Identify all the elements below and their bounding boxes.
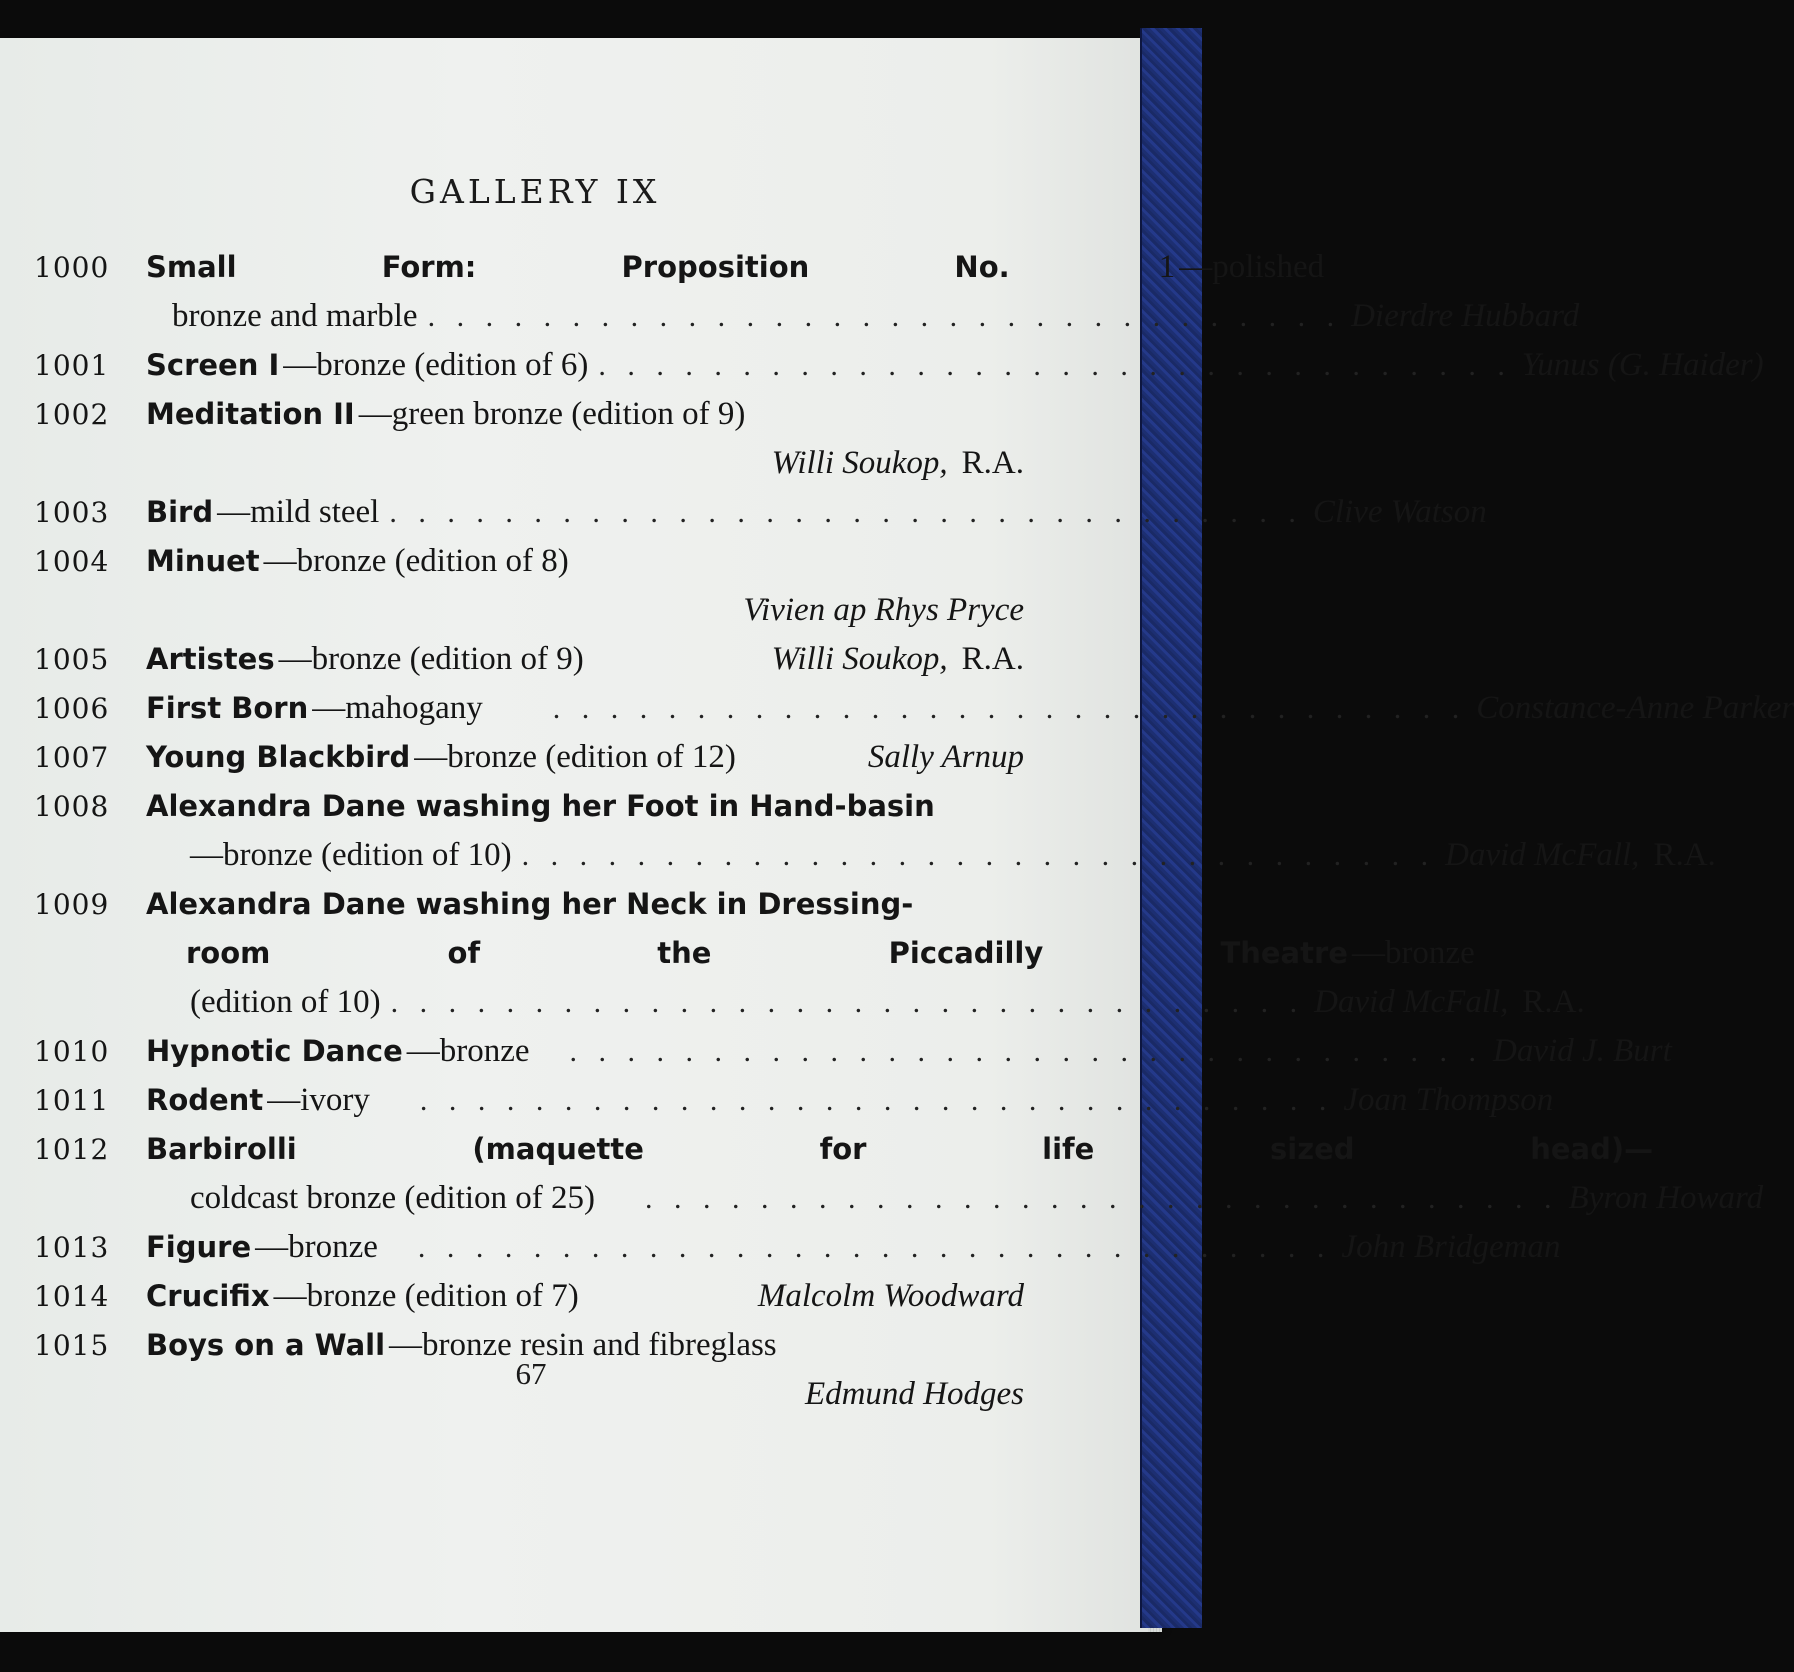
entry-number: 1007	[34, 741, 110, 774]
catalogue-entry	[34, 1272, 1024, 1321]
entry-medium: —polished	[1179, 249, 1325, 285]
entry-title: Form:	[381, 250, 477, 284]
entry-artist: David McFall,	[1445, 837, 1640, 873]
entry-title: Small	[146, 250, 237, 284]
entry-number: 1014	[34, 1280, 110, 1313]
entry-medium: —bronze (edition of 7)	[273, 1278, 579, 1314]
entry-artist: Edmund Hodges	[804, 1376, 1024, 1412]
entry-number: 1012	[34, 1133, 110, 1166]
entry-artist: Yunus (G. Haider)	[1521, 347, 1764, 383]
catalogue-entry	[34, 341, 1764, 390]
entry-artist: Sally Arnup	[867, 739, 1024, 775]
entry-artist: Clive Watson	[1312, 494, 1487, 530]
entry-title: Piccadilly	[888, 936, 1044, 970]
entry-number: 1002	[34, 398, 110, 431]
entry-artist: Dierdre Hubbard	[1351, 298, 1580, 334]
entry-title: sized	[1270, 1132, 1355, 1166]
entry-medium: —bronze (edition of 12)	[414, 739, 736, 775]
catalogue-entry	[34, 243, 1580, 341]
entry-medium: bronze and marble	[172, 298, 418, 334]
entry-medium: —bronze	[1351, 935, 1475, 971]
catalogue-entry	[34, 782, 1716, 880]
entry-artist: Vivien ap Rhys Pryce	[743, 592, 1024, 628]
entry-medium: —ivory	[267, 1082, 370, 1118]
dot-leader: . . . . . . . . . . . . . . . . . . . . . . . . . . . . . . . .	[390, 986, 1305, 1019]
catalogue-entry	[34, 390, 1024, 488]
entry-medium: —bronze resin and fibreglass	[389, 1327, 777, 1363]
entry-title: of	[447, 936, 481, 970]
entry-title: Young Blackbird	[146, 740, 411, 774]
entry-number: 1010	[34, 1035, 110, 1068]
entry-artist: Willi Soukop,	[771, 445, 948, 481]
dot-leader: . . . . . . . . . . . . . . . . . . . . . . . . . . . . . . . .	[552, 692, 1467, 725]
entry-title: Meditation II	[146, 397, 355, 431]
entry-title: for	[819, 1132, 867, 1166]
entry-title: Theatre	[1220, 936, 1348, 970]
artist-honour: R.A.	[1522, 984, 1585, 1020]
entry-medium: —bronze	[406, 1033, 530, 1069]
page-heading: GALLERY IX	[409, 172, 661, 211]
artist-honour: R.A.	[961, 445, 1024, 481]
artist-honour: R.A.	[1653, 837, 1716, 873]
entry-title: Rodent	[146, 1083, 264, 1117]
entry-title: Artistes	[146, 642, 275, 676]
entry-number: 1006	[34, 692, 110, 725]
catalogue-entry	[34, 684, 1794, 733]
entry-title: room	[186, 936, 271, 970]
entry-medium: —bronze (edition of 10)	[190, 837, 512, 873]
entry-number: 1005	[34, 643, 110, 676]
catalogue-entry	[34, 1125, 1764, 1223]
entry-artist: David J. Burt	[1493, 1033, 1672, 1069]
entry-medium: —bronze (edition of 6)	[283, 347, 589, 383]
catalogue-entry	[34, 635, 1024, 684]
entry-artist: Malcolm Woodward	[757, 1278, 1024, 1314]
entry-title: 1	[1158, 249, 1176, 285]
entry-title: Boys on a Wall	[146, 1328, 386, 1362]
page-number: 67	[515, 1356, 547, 1391]
entry-title: Bird	[146, 495, 214, 529]
entry-number: 1009	[34, 888, 110, 921]
entry-number: 1000	[34, 251, 110, 284]
entry-title: No.	[954, 250, 1010, 284]
dot-leader: . . . . . . . . . . . . . . . . . . . . . . . . . . . . . . . .	[427, 300, 1342, 333]
entry-title: the	[657, 936, 712, 970]
entry-medium: —bronze	[255, 1229, 378, 1265]
dot-leader: . . . . . . . . . . . . . . . . . . . . . . . . . . . . . . . .	[521, 839, 1436, 872]
entry-title: First Born	[146, 691, 309, 725]
entry-title: Crucifix	[146, 1279, 270, 1313]
entry-number: 1004	[34, 545, 110, 578]
entry-number: 1015	[34, 1329, 110, 1362]
entry-medium: (edition of 10)	[190, 984, 381, 1020]
entry-title: Alexandra Dane washing her Foot in Hand-basin	[146, 789, 935, 823]
dot-leader: . . . . . . . . . . . . . . . . . . . . . . . . . . . . . . . .	[569, 1035, 1484, 1068]
catalogue-entry	[34, 488, 1487, 537]
catalogue-entry	[34, 880, 1585, 1027]
entry-medium: coldcast bronze (edition of 25)	[190, 1180, 596, 1216]
entry-artist: Byron Howard	[1568, 1180, 1764, 1216]
entry-number: 1001	[34, 349, 110, 382]
catalogue-entry	[34, 537, 1024, 635]
entry-title: Hypnotic Dance	[146, 1034, 403, 1068]
entry-medium: —bronze (edition of 8)	[263, 543, 569, 579]
catalogue-list	[34, 243, 1794, 1419]
entry-title: Barbirolli	[146, 1132, 297, 1166]
entry-number: 1011	[34, 1084, 110, 1117]
entry-title: Screen I	[146, 348, 280, 382]
entry-artist: Willi Soukop,	[771, 641, 948, 677]
artist-honour: R.A.	[961, 641, 1024, 677]
dot-leader: . . . . . . . . . . . . . . . . . . . . . . . . . . . . . . . .	[389, 496, 1303, 529]
entry-title: Alexandra Dane washing her Neck in Dressing-	[146, 887, 914, 921]
entry-medium: —green bronze (edition of 9)	[358, 396, 746, 432]
entry-title: Proposition	[621, 250, 810, 284]
dot-leader: . . . . . . . . . . . . . . . . . . . . . . . . . . . . . . . .	[598, 349, 1512, 382]
entry-number: 1013	[34, 1231, 110, 1264]
entry-medium: —bronze (edition of 9)	[278, 641, 584, 677]
entry-artist: Constance-Anne Parker	[1476, 690, 1794, 726]
dot-leader: . . . . . . . . . . . . . . . . . . . . . . . . . . . . . . . .	[419, 1084, 1334, 1117]
dot-leader: . . . . . . . . . . . . . . . . . . . . . . . . . . . . . . . .	[417, 1231, 1332, 1264]
entry-title: Figure	[146, 1230, 252, 1264]
catalogue-entry	[34, 733, 1024, 782]
entry-number: 1003	[34, 496, 110, 529]
entry-number: 1008	[34, 790, 110, 823]
catalogue-entry	[34, 1027, 1672, 1076]
entry-artist: John Bridgeman	[1341, 1229, 1561, 1265]
entry-medium: —mild steel	[217, 494, 380, 530]
catalogue-entry	[34, 1076, 1554, 1125]
entry-title: life	[1042, 1132, 1095, 1166]
entry-medium: —mahogany	[312, 690, 483, 726]
entry-title: (maquette	[472, 1132, 644, 1166]
entry-artist: Joan Thompson	[1343, 1082, 1554, 1118]
entry-title: Minuet	[146, 544, 260, 578]
catalogue-entry	[34, 1223, 1561, 1272]
entry-artist: David McFall,	[1314, 984, 1509, 1020]
entry-title: head)—	[1530, 1132, 1654, 1166]
dot-leader: . . . . . . . . . . . . . . . . . . . . . . . . . . . . . . . .	[645, 1182, 1559, 1215]
